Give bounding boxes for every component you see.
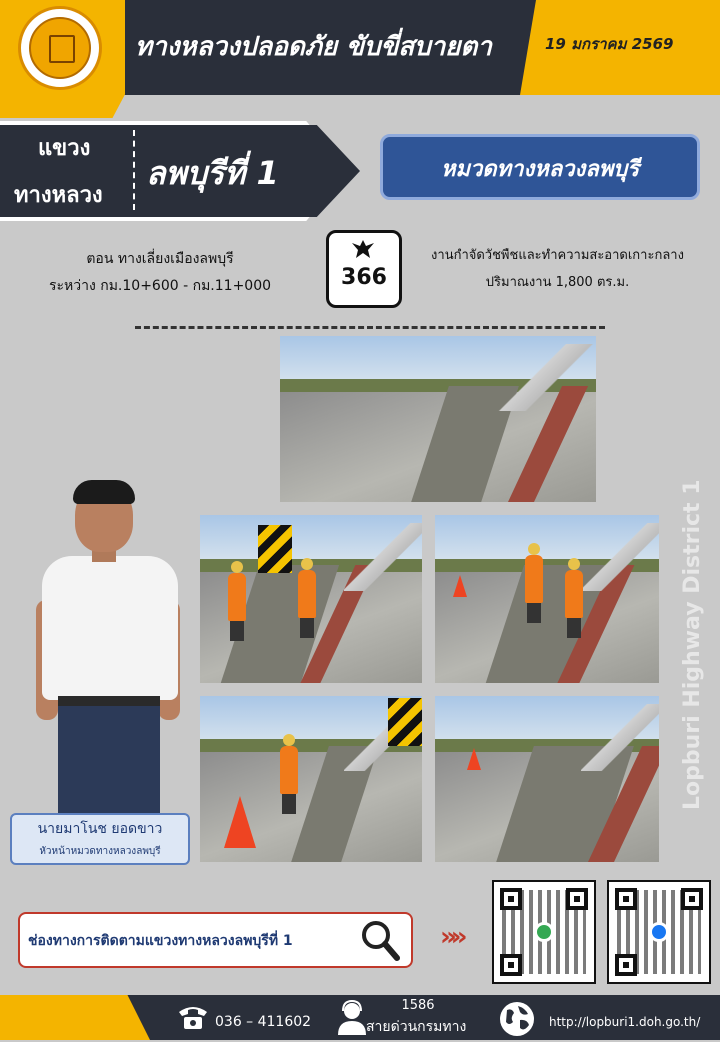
segment-label: ตอน ทางเลี่ยงเมืองลพบุรี bbox=[86, 251, 234, 267]
district-divider bbox=[133, 130, 135, 210]
work-description: งานกำจัดวัชพืชและทำความสะอาดเกาะกลาง bbox=[431, 248, 684, 263]
district-name: ลพบุรีที่ 1 bbox=[146, 154, 279, 192]
work-photo-2 bbox=[200, 515, 422, 683]
qr-code-facebook[interactable] bbox=[607, 880, 711, 984]
work-photo-4 bbox=[200, 696, 422, 862]
route-number: 366 bbox=[341, 265, 387, 290]
double-chevron-right-icon: »» bbox=[440, 922, 462, 952]
phone-icon bbox=[176, 1004, 210, 1030]
work-photo-5 bbox=[435, 696, 659, 862]
map-pin-icon bbox=[534, 922, 554, 942]
qr-code-map[interactable] bbox=[492, 880, 596, 984]
staff-name: นายมาโนช ยอดขาว bbox=[37, 821, 163, 837]
post-date: 19 มกราคม 2569 bbox=[545, 35, 674, 53]
hotline-label: สายด่วนกรมทาง bbox=[366, 1019, 467, 1035]
search-icon bbox=[360, 918, 400, 962]
work-photo-3 bbox=[435, 515, 659, 683]
segment-range: ระหว่าง กม.10+600 - กม.11+000 bbox=[48, 278, 272, 294]
phone-number[interactable]: 036 – 411602 bbox=[215, 1014, 312, 1030]
district-watermark: Lopburi Highway District 1 bbox=[680, 479, 705, 810]
website-link[interactable]: http://lopburi1.doh.go.th/ bbox=[549, 1015, 701, 1029]
district-label-line1: แขวง bbox=[38, 136, 91, 161]
work-quantity: ปริมาณงาน 1,800 ตร.ม. bbox=[485, 275, 630, 290]
globe-icon bbox=[498, 1000, 536, 1038]
work-photo-1 bbox=[280, 336, 596, 502]
hotline-number[interactable]: 1586 bbox=[401, 998, 435, 1013]
call-center-agent-icon bbox=[335, 1000, 369, 1036]
district-label-line2: ทางหลวง bbox=[14, 183, 103, 208]
garuda-icon bbox=[350, 238, 376, 260]
staff-role: หัวหน้าหมวดทางหลวงลพบุรี bbox=[39, 846, 161, 857]
follow-channel-text: ช่องทางการติดตามแขวงทางหลวงลพบุรีที่ 1 bbox=[28, 933, 293, 949]
department-logo-icon bbox=[18, 6, 102, 90]
staff-photo bbox=[30, 480, 190, 815]
facebook-icon bbox=[649, 922, 669, 942]
page-title: ทางหลวงปลอดภัย ขับขี่สบายตา bbox=[135, 32, 492, 62]
unit-name: หมวดทางหลวงลพบุรี bbox=[440, 157, 640, 182]
footer-accent bbox=[0, 995, 150, 1040]
section-divider bbox=[135, 326, 605, 329]
